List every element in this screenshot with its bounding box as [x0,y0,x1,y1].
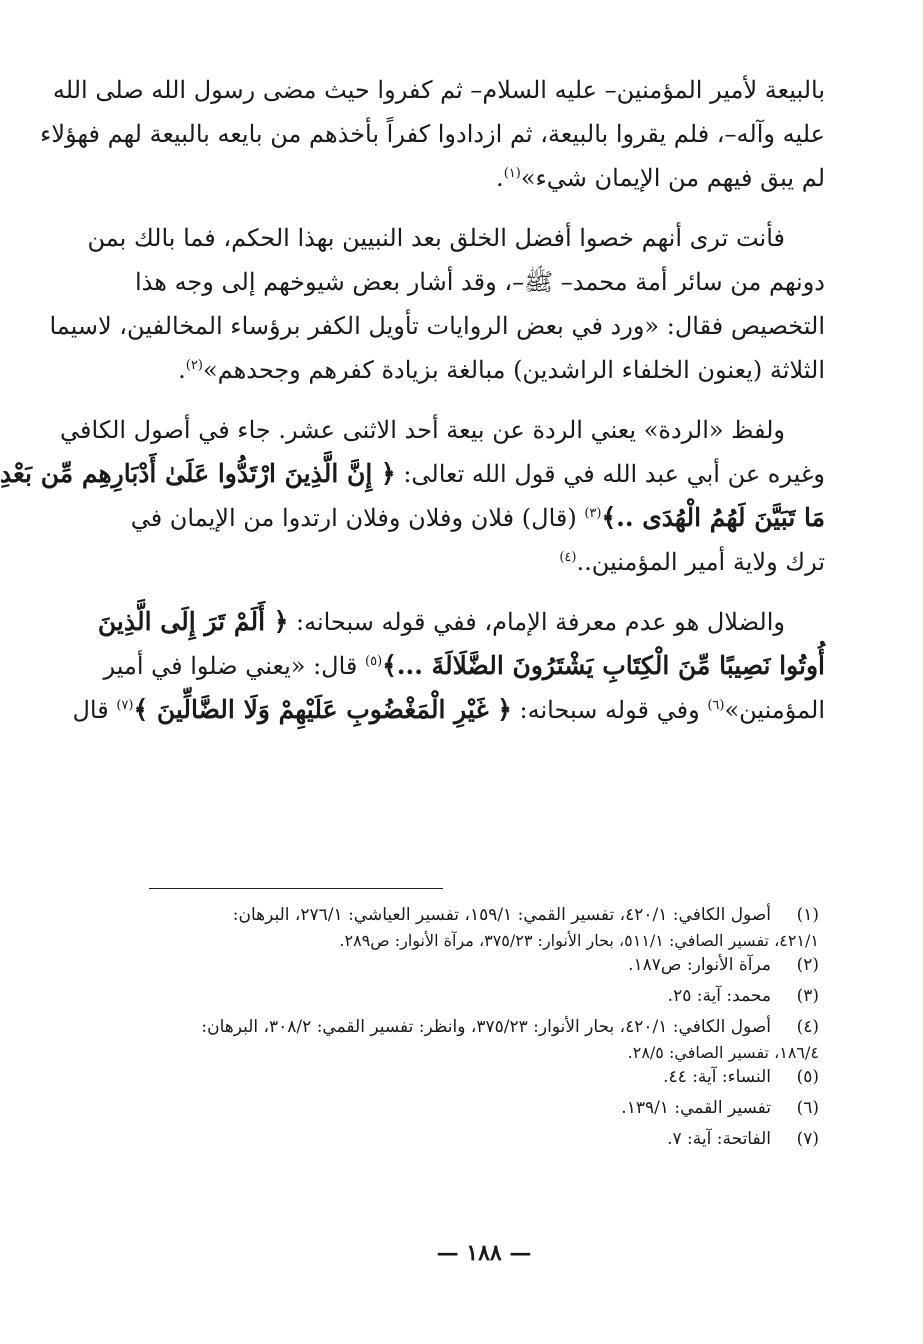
text-run: وفي قوله سبحانه: [511,696,708,724]
text-run: (قال) فلان وفلان وفلان ارتدوا من الإيمان في [130,504,585,532]
text-line: عليه وآله–، فلم يقروا بالبيعة، ثم ازدادوا كفراً بأخذهم من بايعه بالبيعة لهم فهؤلاء [40,120,825,148]
footnote-ref[interactable]: (٦) [707,698,725,713]
footnote-item [129,900,819,931]
text-line [135,540,825,584]
footnote-text: مرآة الأنوار: ص١٨٧. [628,955,771,975]
quran-verse: ﴿ إِنَّ الَّذِينَ ارْتَدُّوا عَلَىٰ أَدْبَارِهِم مِّن بَعْدِ [0,459,396,488]
footnotes [129,900,819,1155]
text-run: . [496,164,504,192]
quran-verse: ﴿ غَيْرِ الْمَغْضُوبِ عَلَيْهِمْ وَلَا الضَّالِّينَ ﴾ [133,695,512,724]
footnote-item [129,950,819,981]
text-run: قال [72,696,117,724]
text-line [135,156,825,200]
footnote-ref[interactable]: (٧) [116,698,134,713]
footnote-ref[interactable]: (٣) [584,506,602,521]
text-run: . [178,356,186,384]
quran-verse: أُوتُوا نَصِيبًا مِّنَ الْكِتَابِ يَشْتَرُونَ الضَّلَالَةَ ...﴾ [382,651,825,680]
footnote-item [129,1093,819,1124]
footnote-continuation: ٤٢١/١، تفسير الصافي: ٥١١/١، بحار الأنوار: ٣٧٥/٢٣، مرآة الأنوار: ص٢٨٩. [339,931,819,950]
footnote-text: تفسير القمي: ١٣٩/١. [621,1098,771,1118]
text-line: التخصيص فقال: «ورد في بعض الروايات تأويل الكفر برؤساء المخالفين، لاسيما [49,312,825,340]
footnote-item [129,981,819,1012]
footnote-continuation: ١٨٦/٤، تفسير الصافي: ٢٨/٥. [627,1043,819,1062]
text-run: والضلال هو عدم معرفة الإمام، ففي قوله سبحانه: [288,608,785,636]
footnote-ref[interactable]: (١) [503,166,521,181]
text-run: ترك ولاية أمير المؤمنين.. [576,548,825,576]
footnote-number: (٣) [796,986,819,1006]
footnote-number: (٤) [796,1017,819,1037]
quran-verse: ﴿ أَلَمْ تَرَ إِلَى الَّذِينَ [97,607,289,636]
footnote-item [129,1012,819,1043]
footnote-item [129,1062,819,1093]
page-number: — ١٨٨ — [436,1240,532,1266]
main-text [0,68,825,732]
footnote-text: محمد: آية: ٢٥. [667,986,771,1006]
text-line: ولفظ «الردة» يعني الردة عن بيعة أحد الاثنى عشر. جاء في أصول الكافي [60,416,785,444]
footnote-separator [149,888,443,889]
footnote-ref[interactable]: (٤) [559,550,577,565]
text-line: بالبيعة لأمير المؤمنين– عليه السلام– ثم كفروا حيث مضى رسول الله صلى الله [52,76,825,104]
text-run: لم يبق فيهم من الإيمان شيء» [520,164,825,192]
text-line [97,600,825,644]
text-line: دونهم من سائر أمة محمد– ﷺ–، وقد أشار بعض شيوخهم إلى وجه هذا [135,268,825,296]
footnote-ref[interactable]: (٥) [365,654,383,669]
text-line: فأنت ترى أنهم خصوا أفضل الخلق بعد النبيين بهذا الحكم، فما بالك بمن [87,224,785,252]
footnote-text: الفاتحة: آية: ٧. [667,1129,771,1149]
text-run: المؤمنين» [724,696,825,724]
text-run: قال: «يعني ضلوا في أمير [103,652,365,680]
text-run: الثلاثة (يعنون الخلفاء الراشدين) مبالغة بزيادة كفرهم وجحدهم» [202,356,825,384]
footnote-text: أصول الكافي: ٤٢٠/١، تفسير القمي: ١٥٩/١، تفسير العياشي: ٢٧٦/١، البرهان: [232,905,771,925]
text-line [103,644,825,688]
text-line [0,452,825,496]
footnote-ref[interactable]: (٢) [185,358,203,373]
footnote-number: (٦) [796,1098,819,1118]
footnote-text: أصول الكافي: ٤٢٠/١، بحار الأنوار: ٣٧٥/٢٣، وانظر: تفسير القمي: ٣٠٨/٢، البرهان: [201,1017,771,1037]
footnote-item [129,1124,819,1155]
footnote-number: (٢) [796,955,819,975]
footnote-number: (٥) [796,1067,819,1087]
footnote-text: النساء: آية: ٤٤. [663,1067,771,1087]
text-line [130,496,825,540]
text-run: وغيره عن أبي عبد الله في قول الله تعالى: [395,460,825,488]
text-line [72,688,825,732]
footnote-number: (١) [796,905,819,925]
footnote-number: (٧) [796,1129,819,1149]
text-line [135,348,825,392]
quran-verse: مَا تَبَيَّنَ لَهُمُ الْهُدَى ..﴾ [601,503,825,532]
